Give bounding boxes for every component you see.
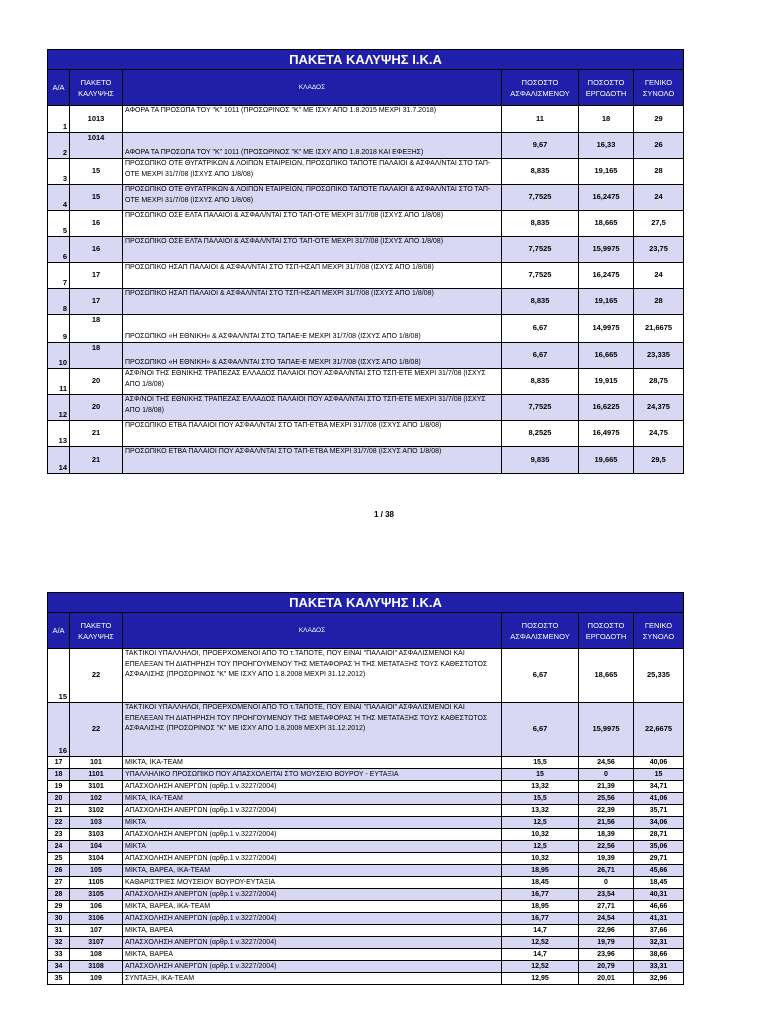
- cell-klados: ΜΙΚΤΑ, ΙΚΑ-TEAM: [123, 793, 502, 805]
- cell-geniko: 28,75: [634, 369, 684, 395]
- table-row: [48, 829, 684, 841]
- cell-aa: 22: [48, 817, 70, 829]
- cell-asfalismenou: 6,67: [502, 703, 579, 757]
- cell-klados: ΠΡΟΣΩΠΙΚΟ ΕΤΒΑ ΠΑΛΑΙΟΙ ΠΟΥ ΑΣΦΑΛ/ΝΤΑΙ ΣΤΟ ΤΑΠ-ΕΤΒΑ ΜΕΧΡΙ 31/7/08 (ΙΣΧΥΣ ΑΠΟ 1/8/08): [123, 421, 502, 447]
- coverage-table-page-2: [47, 592, 683, 985]
- cell-asfalismenou: 9,835: [502, 447, 579, 474]
- table-row: [48, 853, 684, 865]
- cell-asfalismenou: 14,7: [502, 925, 579, 937]
- cell-aa: 31: [48, 925, 70, 937]
- cell-klados: ΠΡΟΣΩΠΙΚΟ ΟΣΕ ΕΛΤΑ ΠΑΛΑΙΟΙ & ΑΣΦΑΛ/ΝΤΑΙ ΣΤΟ ΤΑΠ-ΟΤΕ ΜΕΧΡΙ 31/7/08 (ΙΣΧΥΣ ΑΠΟ 1/8/08): [123, 211, 502, 237]
- cell-geniko: 27,5: [634, 211, 684, 237]
- cell-klados: ΑΠΑΣΧΟΛΗΣΗ ΑΝΕΡΓΩΝ (αρθρ.1 ν.3227/2004): [123, 937, 502, 949]
- cell-asfalismenou: 15,5: [502, 793, 579, 805]
- cell-geniko: 34,06: [634, 817, 684, 829]
- cell-klados: ΠΡΟΣΩΠΙΚΟ ΗΣΑΠ ΠΑΛΑΙΟΙ & ΑΣΦΑΛ/ΝΤΑΙ ΣΤΟ ΤΣΠ-ΗΣΑΠ ΜΕΧΡΙ 31/7/08 (ΙΣΧΥΣ ΑΠΟ 1/8/08): [123, 289, 502, 315]
- cell-geniko: 33,31: [634, 961, 684, 973]
- cell-ergodoti: 24,54: [579, 913, 634, 925]
- cell-klados: ΑΠΑΣΧΟΛΗΣΗ ΑΝΕΡΓΩΝ (αρθρ.1 ν.3227/2004): [123, 889, 502, 901]
- cell-ergodoti: 18: [579, 106, 634, 133]
- cell-asfalismenou: 6,67: [502, 649, 579, 703]
- cell-geniko: 23,75: [634, 237, 684, 263]
- cell-klados: ΥΠΑΛΛΗΛΙΚΟ ΠΡΟΣΩΠΙΚΟ ΠΟΥ ΑΠΑΣΧΟΛΕΙΤΑΙ ΣΤΟ ΜΟΥΣΕΙΟ ΒΟΥΡΟΥ - ΕΥΤΑΞΙΑ: [123, 769, 502, 781]
- cell-aa: 3: [48, 159, 70, 185]
- cell-ergodoti: 22,96: [579, 925, 634, 937]
- cell-geniko: 22,6675: [634, 703, 684, 757]
- cell-geniko: 34,71: [634, 781, 684, 793]
- cell-geniko: 29,5: [634, 447, 684, 474]
- cell-geniko: 32,31: [634, 937, 684, 949]
- cell-paketo: 3105: [70, 889, 123, 901]
- cell-klados: ΤΑΚΤΙΚΟΙ ΥΠΑΛΛΗΛΟΙ, ΠΡΟΕΡΧΟΜΕΝΟΙ ΑΠΟ ΤΟ τ.ΤΑΠΟΤΕ, ΠΟΥ ΕΙΝΑΙ "ΠΑΛΑΙΟΙ" ΑΣΦΑΛΙΣΜΕΝΟΙ ΚΑΙ ΕΠΕΛΕΞΑΝ ΤΗ ΔΙΑΤΗΡΗΣΗ ΤΟΥ ΠΡΟΗΓΟΥΜΕΝΟΥ ΤΗΣ ΜΕΤΑΦΟΡΑΣ Ή ΤΗΣ ΜΕΤΑΤΑΞΗΣ ΤΟΥΣ ΚΑΘΕΣΤΩΤΟΣ ΑΣΦΑΛΙΣΗΣ (ΠΡΟΣΩΡΙΝΟΣ "Κ" ΜΕ ΙΣΧΥ ΑΠΟ 1.8.2008 ΜΕΧΡΙ 31.12.2012): [123, 703, 502, 757]
- cell-aa: 32: [48, 937, 70, 949]
- cell-geniko: 29,71: [634, 853, 684, 865]
- cell-ergodoti: 0: [579, 877, 634, 889]
- cell-aa: 17: [48, 757, 70, 769]
- cell-aa: 28: [48, 889, 70, 901]
- cell-asfalismenou: 15: [502, 769, 579, 781]
- cell-geniko: 28: [634, 159, 684, 185]
- cell-asfalismenou: 11: [502, 106, 579, 133]
- cell-asfalismenou: 18,95: [502, 865, 579, 877]
- cell-ergodoti: 21,39: [579, 781, 634, 793]
- cell-ergodoti: 19,665: [579, 447, 634, 474]
- cell-paketo: 22: [70, 649, 123, 703]
- cell-paketo: 1013: [70, 106, 123, 133]
- cell-geniko: 40,06: [634, 757, 684, 769]
- cell-aa: 26: [48, 865, 70, 877]
- cell-asfalismenou: 15,5: [502, 757, 579, 769]
- cell-klados: ΑΠΑΣΧΟΛΗΣΗ ΑΝΕΡΓΩΝ (αρθρ.1 ν.3227/2004): [123, 853, 502, 865]
- cell-paketo: 102: [70, 793, 123, 805]
- cell-klados: ΜΙΚΤΑ: [123, 817, 502, 829]
- cell-klados: ΑΠΑΣΧΟΛΗΣΗ ΑΝΕΡΓΩΝ (αρθρ.1 ν.3227/2004): [123, 781, 502, 793]
- cell-asfalismenou: 6,67: [502, 315, 579, 343]
- cell-paketo: 18: [70, 315, 123, 343]
- table-row: [48, 949, 684, 961]
- table-title: ΠΑΚΕΤΑ ΚΑΛΥΨΗΣ Ι.Κ.Α: [48, 50, 684, 70]
- header-geniko: ΓΕΝΙΚΟ ΣΥΝΟΛΟ: [634, 70, 684, 106]
- cell-klados: ΠΡΟΣΩΠΙΚΟ «Η ΕΘΝΙΚΗ» & ΑΣΦΑΛ/ΝΤΑΙ ΣΤΟ ΤΑΠΑΕ-Ε ΜΕΧΡΙ 31/7/08 (ΙΣΧΥΣ ΑΠΟ 1/8/08): [123, 343, 502, 369]
- cell-ergodoti: 21,56: [579, 817, 634, 829]
- cell-paketo: 16: [70, 211, 123, 237]
- cell-asfalismenou: 12,52: [502, 961, 579, 973]
- cell-geniko: 41,31: [634, 913, 684, 925]
- cell-ergodoti: 16,4975: [579, 421, 634, 447]
- cell-ergodoti: 14,9975: [579, 315, 634, 343]
- cell-asfalismenou: 10,32: [502, 829, 579, 841]
- cell-klados: ΜΙΚΤΑ, ΙΚΑ-TEAM: [123, 757, 502, 769]
- header-ergodoti: ΠΟΣΟΣΤΟ ΕΡΓΟΔΟΤΗ: [579, 70, 634, 106]
- cell-klados: ΑΠΑΣΧΟΛΗΣΗ ΑΝΕΡΓΩΝ (αρθρ.1 ν.3227/2004): [123, 913, 502, 925]
- cell-asfalismenou: 8,835: [502, 289, 579, 315]
- cell-asfalismenou: 7,7525: [502, 395, 579, 421]
- cell-paketo: 21: [70, 421, 123, 447]
- cell-klados: ΠΡΟΣΩΠΙΚΟ ΕΤΒΑ ΠΑΛΑΙΟΙ ΠΟΥ ΑΣΦΑΛ/ΝΤΑΙ ΣΤΟ ΤΑΠ-ΕΤΒΑ ΜΕΧΡΙ 31/7/08 (ΙΣΧΥΣ ΑΠΟ 1/8/08): [123, 447, 502, 474]
- coverage-table: [47, 49, 684, 474]
- cell-asfalismenou: 18,45: [502, 877, 579, 889]
- cell-klados: ΠΡΟΣΩΠΙΚΟ ΟΤΕ ΘΥΓΑΤΡΙΚΩΝ & ΛΟΙΠΩΝ ΕΤΑΙΡΕΙΩΝ, ΠΡΟΣΩΠΙΚΟ ΤΑΠΟΤΕ ΠΑΛΑΙΟΙ & ΑΣΦΑΛ/ΝΤΑΙ ΣΤΟ ΤΑΠ-ΟΤΕ ΜΕΧΡΙ 31/7/08 (ΙΣΧΥΣ ΑΠΟ 1/8/08): [123, 159, 502, 185]
- cell-geniko: 32,96: [634, 973, 684, 985]
- cell-aa: 11: [48, 369, 70, 395]
- cell-paketo: 17: [70, 263, 123, 289]
- cell-asfalismenou: 12,52: [502, 937, 579, 949]
- table-row: [48, 973, 684, 985]
- cell-klados: ΤΑΚΤΙΚΟΙ ΥΠΑΛΛΗΛΟΙ, ΠΡΟΕΡΧΟΜΕΝΟΙ ΑΠΟ ΤΟ τ.ΤΑΠΟΤΕ, ΠΟΥ ΕΙΝΑΙ "ΠΑΛΑΙΟΙ" ΑΣΦΑΛΙΣΜΕΝΟΙ ΚΑΙ ΕΠΕΛΕΞΑΝ ΤΗ ΔΙΑΤΗΡΗΣΗ ΤΟΥ ΠΡΟΗΓΟΥΜΕΝΟΥ ΤΗΣ ΜΕΤΑΦΟΡΑΣ Ή ΤΗΣ ΜΕΤΑΤΑΞΗΣ ΤΟΥΣ ΚΑΘΕΣΤΩΤΟΣ ΑΣΦΑΛΙΣΗΣ (ΠΡΟΣΩΡΙΝΟΣ "Κ" ΜΕ ΙΣΧΥ ΑΠΟ 1.8.2008 ΜΕΧΡΙ 31.12.2012): [123, 649, 502, 703]
- cell-aa: 5: [48, 211, 70, 237]
- cell-paketo: 20: [70, 395, 123, 421]
- cell-asfalismenou: 8,835: [502, 159, 579, 185]
- cell-aa: 19: [48, 781, 70, 793]
- cell-asfalismenou: 12,5: [502, 841, 579, 853]
- cell-geniko: 40,31: [634, 889, 684, 901]
- cell-klados: ΑΠΑΣΧΟΛΗΣΗ ΑΝΕΡΓΩΝ (αρθρ.1 ν.3227/2004): [123, 961, 502, 973]
- cell-ergodoti: 19,165: [579, 289, 634, 315]
- cell-ergodoti: 26,71: [579, 865, 634, 877]
- cell-aa: 8: [48, 289, 70, 315]
- cell-asfalismenou: 16,77: [502, 889, 579, 901]
- cell-geniko: 29: [634, 106, 684, 133]
- cell-aa: 23: [48, 829, 70, 841]
- cell-paketo: 1101: [70, 769, 123, 781]
- cell-ergodoti: 27,71: [579, 901, 634, 913]
- cell-klados: ΑΠΑΣΧΟΛΗΣΗ ΑΝΕΡΓΩΝ (αρθρ.1 ν.3227/2004): [123, 829, 502, 841]
- cell-ergodoti: 19,39: [579, 853, 634, 865]
- table-row: [48, 901, 684, 913]
- cell-asfalismenou: 8,2525: [502, 421, 579, 447]
- cell-aa: 16: [48, 703, 70, 757]
- cell-asfalismenou: 7,7525: [502, 263, 579, 289]
- cell-paketo: 103: [70, 817, 123, 829]
- cell-paketo: 3103: [70, 829, 123, 841]
- cell-klados: ΜΙΚΤΑ, ΒΑΡΕΑ, ΙΚΑ-TEAM: [123, 865, 502, 877]
- cell-paketo: 3104: [70, 853, 123, 865]
- header-aa: Α/Α: [48, 613, 70, 649]
- cell-ergodoti: 18,665: [579, 211, 634, 237]
- cell-klados: ΚΑΘΑΡΙΣΤΡΙΕΣ ΜΟΥΣΕΙΟΥ ΒΟΥΡΟΥ-ΕΥΤΑΞΙΑ: [123, 877, 502, 889]
- cell-klados: ΑΦΟΡΑ ΤΑ ΠΡΟΣΩΠΑ ΤΟΥ "Κ" 1011 (ΠΡΟΣΩΡΙΝΟΣ "Κ" ΜΕ ΙΣΧΥ ΑΠΟ 1.8.2015 ΜΕΧΡΙ 31.7.2018): [123, 106, 502, 133]
- cell-geniko: 37,66: [634, 925, 684, 937]
- cell-aa: 9: [48, 315, 70, 343]
- cell-paketo: 16: [70, 237, 123, 263]
- cell-paketo: 3107: [70, 937, 123, 949]
- cell-ergodoti: 16,2475: [579, 185, 634, 211]
- table-row: [48, 937, 684, 949]
- table-row: [48, 913, 684, 925]
- cell-asfalismenou: 7,7525: [502, 185, 579, 211]
- cell-geniko: 24,375: [634, 395, 684, 421]
- cell-aa: 33: [48, 949, 70, 961]
- cell-asfalismenou: 9,67: [502, 133, 579, 159]
- cell-aa: 7: [48, 263, 70, 289]
- cell-aa: 10: [48, 343, 70, 369]
- cell-geniko: 26: [634, 133, 684, 159]
- cell-aa: 34: [48, 961, 70, 973]
- cell-ergodoti: 20,01: [579, 973, 634, 985]
- cell-aa: 29: [48, 901, 70, 913]
- cell-paketo: 3102: [70, 805, 123, 817]
- cell-ergodoti: 18,665: [579, 649, 634, 703]
- cell-klados: ΠΡΟΣΩΠΙΚΟ ΟΤΕ ΘΥΓΑΤΡΙΚΩΝ & ΛΟΙΠΩΝ ΕΤΑΙΡΕΙΩΝ, ΠΡΟΣΩΠΙΚΟ ΤΑΠΟΤΕ ΠΑΛΑΙΟΙ & ΑΣΦΑΛ/ΝΤΑΙ ΣΤΟ ΤΑΠ-ΟΤΕ ΜΕΧΡΙ 31/7/08 (ΙΣΧΥΣ ΑΠΟ 1/8/08): [123, 185, 502, 211]
- cell-paketo: 105: [70, 865, 123, 877]
- cell-geniko: 25,335: [634, 649, 684, 703]
- cell-asfalismenou: 7,7525: [502, 237, 579, 263]
- header-ergodoti: ΠΟΣΟΣΤΟ ΕΡΓΟΔΟΤΗ: [579, 613, 634, 649]
- header-paketo: ΠΑΚΕΤΟ ΚΑΛΥΨΗΣ: [70, 70, 123, 106]
- cell-paketo: 22: [70, 703, 123, 757]
- cell-klados: ΣΥΝΤΑΞΗ, ΙΚΑ-TEAM: [123, 973, 502, 985]
- cell-asfalismenou: 8,835: [502, 369, 579, 395]
- table-row: [48, 757, 684, 769]
- cell-ergodoti: 16,6225: [579, 395, 634, 421]
- cell-klados: ΠΡΟΣΩΠΙΚΟ «Η ΕΘΝΙΚΗ» & ΑΣΦΑΛ/ΝΤΑΙ ΣΤΟ ΤΑΠΑΕ-Ε ΜΕΧΡΙ 31/7/08 (ΙΣΧΥΣ ΑΠΟ 1/8/08): [123, 315, 502, 343]
- cell-paketo: 3106: [70, 913, 123, 925]
- cell-geniko: 15: [634, 769, 684, 781]
- cell-klados: ΠΡΟΣΩΠΙΚΟ ΟΣΕ ΕΛΤΑ ΠΑΛΑΙΟΙ & ΑΣΦΑΛ/ΝΤΑΙ ΣΤΟ ΤΑΠ-ΟΤΕ ΜΕΧΡΙ 31/7/08 (ΙΣΧΥΣ ΑΠΟ 1/8/08): [123, 237, 502, 263]
- table-row: [48, 805, 684, 817]
- cell-ergodoti: 22,39: [579, 805, 634, 817]
- cell-aa: 13: [48, 421, 70, 447]
- cell-paketo: 106: [70, 901, 123, 913]
- cell-paketo: 1014: [70, 133, 123, 159]
- cell-klados: ΠΡΟΣΩΠΙΚΟ ΗΣΑΠ ΠΑΛΑΙΟΙ & ΑΣΦΑΛ/ΝΤΑΙ ΣΤΟ ΤΣΠ-ΗΣΑΠ ΜΕΧΡΙ 31/7/08 (ΙΣΧΥΣ ΑΠΟ 1/8/08): [123, 263, 502, 289]
- cell-ergodoti: 22,56: [579, 841, 634, 853]
- cell-paketo: 17: [70, 289, 123, 315]
- cell-asfalismenou: 12,5: [502, 817, 579, 829]
- cell-aa: 1: [48, 106, 70, 133]
- cell-paketo: 101: [70, 757, 123, 769]
- cell-klados: ΑΣΦ/ΝΟΙ ΤΗΣ ΕΘΝΙΚΗΣ ΤΡΑΠΕΖΑΣ ΕΛΛΑΔΟΣ ΠΑΛΑΙΟΙ ΠΟΥ ΑΣΦΑΛ/ΝΤΑΙ ΣΤΟ ΤΣΠ-ΕΤΕ ΜΕΧΡΙ 31/7/08 (ΙΣΧΥΣ ΑΠΟ 1/8/08): [123, 369, 502, 395]
- cell-ergodoti: 20,79: [579, 961, 634, 973]
- cell-klados: ΜΙΚΤΑ, ΒΑΡΕΑ: [123, 925, 502, 937]
- cell-geniko: 24: [634, 263, 684, 289]
- cell-paketo: 108: [70, 949, 123, 961]
- cell-ergodoti: 18,39: [579, 829, 634, 841]
- table-row: [48, 889, 684, 901]
- cell-aa: 20: [48, 793, 70, 805]
- cell-paketo: 18: [70, 343, 123, 369]
- cell-asfalismenou: 16,77: [502, 913, 579, 925]
- cell-klados: ΑΦΟΡΑ ΤΑ ΠΡΟΣΩΠΑ ΤΟΥ "Κ" 1011 (ΠΡΟΣΩΡΙΝΟΣ "Κ" ΜΕ ΙΣΧΥ ΑΠΟ 1.8.2018 ΚΑΙ ΕΦΕΞΗΣ): [123, 133, 502, 159]
- table-row: [48, 877, 684, 889]
- table-title: ΠΑΚΕΤΑ ΚΑΛΥΨΗΣ Ι.Κ.Α: [48, 593, 684, 613]
- cell-ergodoti: 16,2475: [579, 263, 634, 289]
- table-row: [48, 817, 684, 829]
- cell-paketo: 15: [70, 159, 123, 185]
- cell-ergodoti: 19,165: [579, 159, 634, 185]
- header-aa: Α/Α: [48, 70, 70, 106]
- cell-paketo: 15: [70, 185, 123, 211]
- cell-aa: 24: [48, 841, 70, 853]
- cell-geniko: 35,06: [634, 841, 684, 853]
- table-row: [48, 841, 684, 853]
- header-klados: ΚΛΑΔΟΣ: [123, 613, 502, 649]
- cell-aa: 2: [48, 133, 70, 159]
- cell-paketo: 3101: [70, 781, 123, 793]
- cell-aa: 14: [48, 447, 70, 474]
- cell-paketo: 107: [70, 925, 123, 937]
- cell-aa: 30: [48, 913, 70, 925]
- cell-ergodoti: 19,79: [579, 937, 634, 949]
- cell-aa: 35: [48, 973, 70, 985]
- cell-asfalismenou: 10,32: [502, 853, 579, 865]
- cell-paketo: 3108: [70, 961, 123, 973]
- cell-asfalismenou: 13,32: [502, 805, 579, 817]
- cell-geniko: 21,6675: [634, 315, 684, 343]
- cell-paketo: 1105: [70, 877, 123, 889]
- cell-asfalismenou: 18,95: [502, 901, 579, 913]
- table-row: [48, 781, 684, 793]
- header-klados: ΚΛΑΔΟΣ: [123, 70, 502, 106]
- cell-geniko: 24: [634, 185, 684, 211]
- cell-aa: 18: [48, 769, 70, 781]
- cell-asfalismenou: 8,835: [502, 211, 579, 237]
- coverage-table-page-1: [47, 49, 683, 474]
- cell-ergodoti: 16,33: [579, 133, 634, 159]
- table-row: [48, 793, 684, 805]
- cell-klados: ΜΙΚΤΑ: [123, 841, 502, 853]
- cell-geniko: 45,66: [634, 865, 684, 877]
- cell-geniko: 28,71: [634, 829, 684, 841]
- cell-ergodoti: 24,56: [579, 757, 634, 769]
- header-geniko: ΓΕΝΙΚΟ ΣΥΝΟΛΟ: [634, 613, 684, 649]
- cell-aa: 21: [48, 805, 70, 817]
- cell-geniko: 24,75: [634, 421, 684, 447]
- table-row: [48, 769, 684, 781]
- cell-paketo: 109: [70, 973, 123, 985]
- cell-ergodoti: 15,9975: [579, 237, 634, 263]
- cell-aa: 12: [48, 395, 70, 421]
- cell-geniko: 38,66: [634, 949, 684, 961]
- small-rows-body: [48, 757, 684, 985]
- cell-aa: 6: [48, 237, 70, 263]
- cell-ergodoti: 23,54: [579, 889, 634, 901]
- cell-geniko: 41,06: [634, 793, 684, 805]
- cell-geniko: 46,66: [634, 901, 684, 913]
- cell-klados: ΜΙΚΤΑ, ΒΑΡΕΑ: [123, 949, 502, 961]
- cell-ergodoti: 19,915: [579, 369, 634, 395]
- header-asfalismenou: ΠΟΣΟΣΤΟ ΑΣΦΑΛΙΣΜΕΝΟΥ: [502, 70, 579, 106]
- cell-aa: 15: [48, 649, 70, 703]
- cell-klados: ΑΠΑΣΧΟΛΗΣΗ ΑΝΕΡΓΩΝ (αρθρ.1 ν.3227/2004): [123, 805, 502, 817]
- cell-geniko: 35,71: [634, 805, 684, 817]
- cell-asfalismenou: 13,32: [502, 781, 579, 793]
- cell-ergodoti: 23,96: [579, 949, 634, 961]
- cell-paketo: 20: [70, 369, 123, 395]
- cell-paketo: 21: [70, 447, 123, 474]
- header-paketo: ΠΑΚΕΤΟ ΚΑΛΥΨΗΣ: [70, 613, 123, 649]
- cell-geniko: 23,335: [634, 343, 684, 369]
- cell-geniko: 28: [634, 289, 684, 315]
- coverage-table: [47, 592, 684, 985]
- cell-aa: 25: [48, 853, 70, 865]
- cell-geniko: 18,45: [634, 877, 684, 889]
- cell-ergodoti: 16,665: [579, 343, 634, 369]
- cell-paketo: 104: [70, 841, 123, 853]
- table-row: [48, 925, 684, 937]
- cell-aa: 4: [48, 185, 70, 211]
- table-row: [48, 961, 684, 973]
- cell-ergodoti: 25,56: [579, 793, 634, 805]
- cell-klados: ΜΙΚΤΑ, ΒΑΡΕΑ, ΙΚΑ-TEAM: [123, 901, 502, 913]
- page-number: 1 / 38: [373, 510, 394, 519]
- cell-ergodoti: 0: [579, 769, 634, 781]
- cell-aa: 27: [48, 877, 70, 889]
- cell-asfalismenou: 12,95: [502, 973, 579, 985]
- header-asfalismenou: ΠΟΣΟΣΤΟ ΑΣΦΑΛΙΣΜΕΝΟΥ: [502, 613, 579, 649]
- cell-ergodoti: 15,9975: [579, 703, 634, 757]
- cell-asfalismenou: 6,67: [502, 343, 579, 369]
- cell-klados: ΑΣΦ/ΝΟΙ ΤΗΣ ΕΘΝΙΚΗΣ ΤΡΑΠΕΖΑΣ ΕΛΛΑΔΟΣ ΠΑΛΑΙΟΙ ΠΟΥ ΑΣΦΑΛ/ΝΤΑΙ ΣΤΟ ΤΣΠ-ΕΤΕ ΜΕΧΡΙ 31/7/08 (ΙΣΧΥΣ ΑΠΟ 1/8/08): [123, 395, 502, 421]
- table-row: [48, 865, 684, 877]
- cell-asfalismenou: 14,7: [502, 949, 579, 961]
